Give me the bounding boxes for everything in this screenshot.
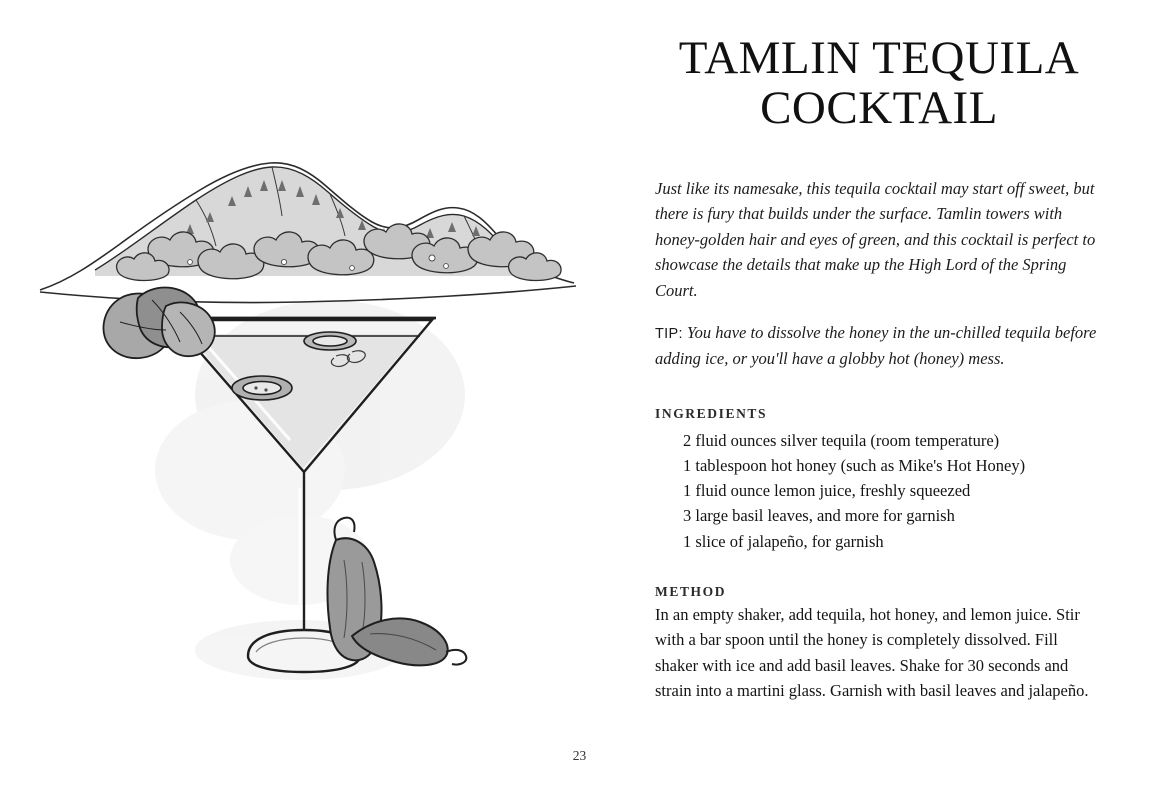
list-item: 1 slice of jalapeño, for garnish [683,531,884,551]
recipe-intro: Just like its namesake, this tequila cocktail may start off sweet, but there is fury that builds under the surface. Tamlin towers with honey-golden hair and eyes of green, and this cocktail is perfect to showcase the details that make up the High Lord of the Spring Court. [655,178,1096,300]
page-title [655,0,1103,134]
ingredients-list [655,428,1103,554]
page-number: 23 [572,748,587,763]
list-item: 1 tablespoon hot honey (such as Mike's Hot Honey) [683,455,1026,475]
ingredients-heading: INGREDIENTS [655,405,768,421]
recipe-tip [655,303,1103,371]
method-text: In an empty shaker, add tequila, hot honey, and lemon juice. Stir with a bar spoon until the honey is completely dissolved. Fill shaker with ice and add basil leaves. Shake for 30 seconds and strain into a martini glass. Garnish with basil leaves and jalapeño. [655,604,1089,701]
jalapeno-peppers [328,518,467,666]
method-heading: METHOD [655,583,727,599]
recipe-content [655,0,1103,800]
list-item: 3 large basil leaves, and more for garnish [683,506,955,526]
page-title-line-2: COCKTAIL [760,81,998,134]
tip-label: TIP: [655,326,683,343]
page-title-line-1: TAMLIN TEQUILA [678,32,1080,84]
list-item: 1 fluid ounce lemon juice, freshly squeezed [683,481,971,501]
basil-garnish [103,288,214,359]
list-item: 2 fluid ounces silver tequila (room temperature) [683,430,1000,450]
tip-text: You have to dissolve the honey in the un-chilled tequila before adding ice, or you'll have a globby hot (honey) mess. [655,323,1097,368]
